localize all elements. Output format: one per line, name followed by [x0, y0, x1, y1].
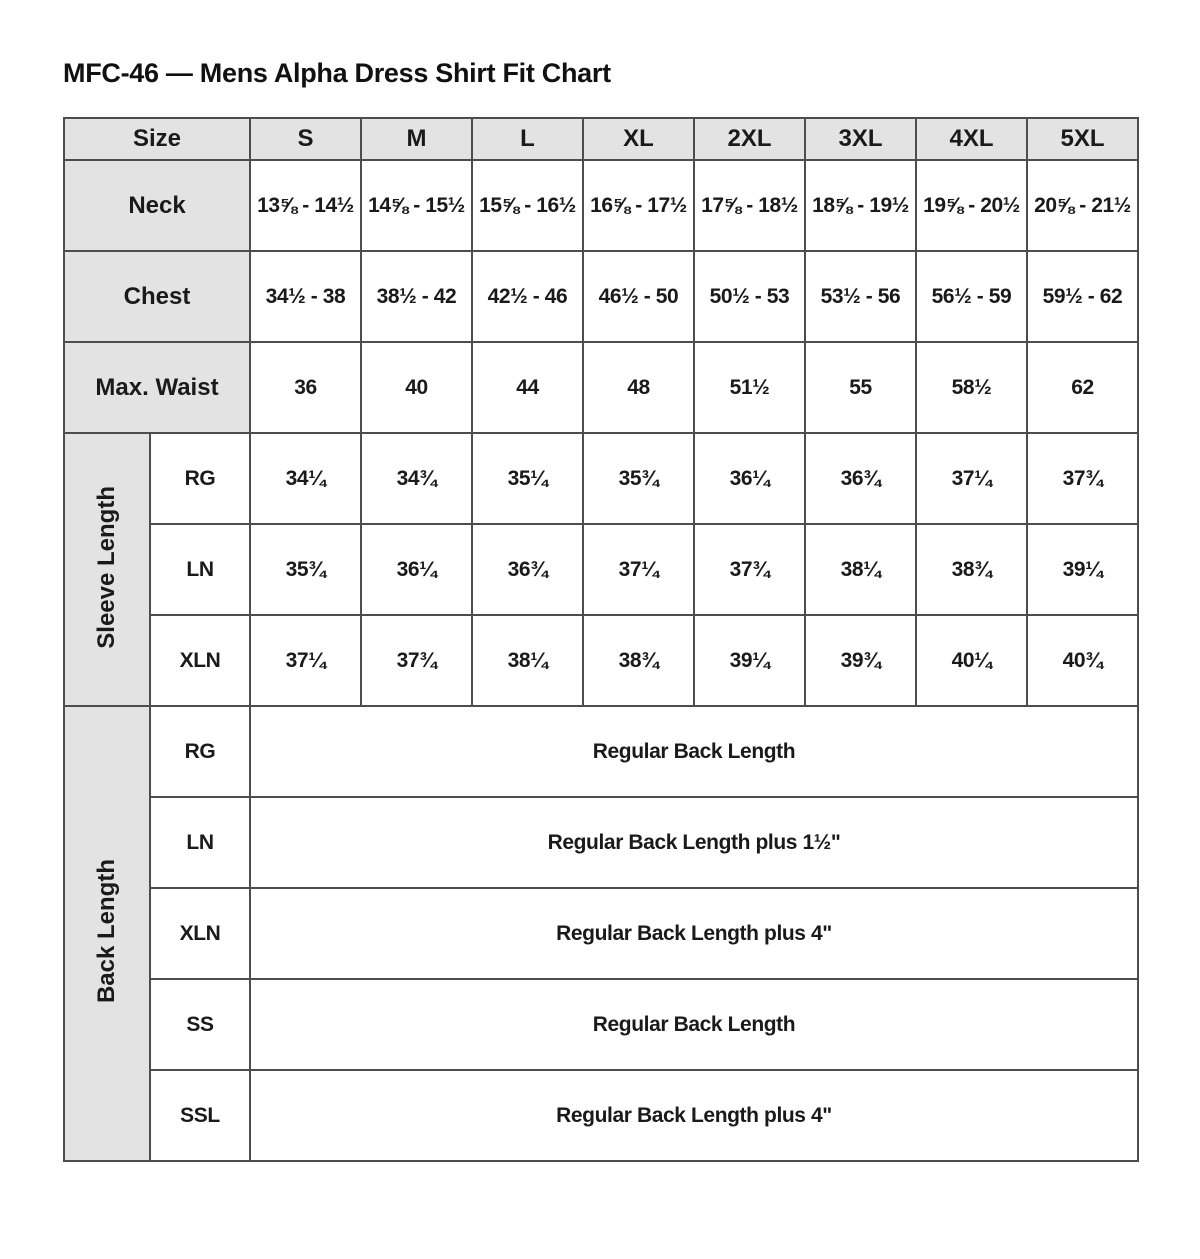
size-col-l: L [472, 118, 583, 160]
back-ln-label: LN [150, 797, 250, 888]
back-ss-row [64, 979, 1138, 1070]
sleeve-ln-value: 36¾ [472, 524, 583, 615]
sleeve-xln-value: 40¼ [916, 615, 1027, 706]
chest-row [64, 251, 1138, 342]
back-rg-label: RG [150, 706, 250, 797]
neck-value: 17⅝ - 18½ [694, 160, 805, 251]
sleeve-xln-value: 39¾ [805, 615, 916, 706]
sleeve-ln-value: 39¼ [1027, 524, 1138, 615]
back-xln-value: Regular Back Length plus 4" [250, 888, 1138, 979]
header-row [64, 118, 1138, 160]
sleeve-ln-label: LN [150, 524, 250, 615]
back-ln-value: Regular Back Length plus 1½" [250, 797, 1138, 888]
neck-row [64, 160, 1138, 251]
sleeve-ln-value: 38¼ [805, 524, 916, 615]
neck-value: 18⅝ - 19½ [805, 160, 916, 251]
sleeve-ln-value: 38¾ [916, 524, 1027, 615]
neck-value: 14⅝ - 15½ [361, 160, 472, 251]
back-ssl-value: Regular Back Length plus 4" [250, 1070, 1138, 1161]
sleeve-xln-value: 39¼ [694, 615, 805, 706]
max-waist-value: 48 [583, 342, 694, 433]
max-waist-row [64, 342, 1138, 433]
back-length-group-label: Back Length [93, 858, 120, 1004]
chest-value: 42½ - 46 [472, 251, 583, 342]
sleeve-rg-row [64, 433, 1138, 524]
neck-value: 16⅝ - 17½ [583, 160, 694, 251]
chest-value: 53½ - 56 [805, 251, 916, 342]
max-waist-value: 36 [250, 342, 361, 433]
sleeve-ln-row [64, 524, 1138, 615]
size-col-s: S [250, 118, 361, 160]
sleeve-rg-value: 35¼ [472, 433, 583, 524]
fit-chart-table [63, 117, 1139, 1162]
chest-value: 38½ - 42 [361, 251, 472, 342]
sleeve-xln-value: 38¾ [583, 615, 694, 706]
sleeve-xln-label: XLN [150, 615, 250, 706]
sleeve-xln-row [64, 615, 1138, 706]
max-waist-row-label: Max. Waist [64, 342, 250, 433]
max-waist-value: 62 [1027, 342, 1138, 433]
sleeve-length-group-label: Sleeve Length [93, 485, 120, 649]
back-ss-label: SS [150, 979, 250, 1070]
size-col-3xl: 3XL [805, 118, 916, 160]
back-ss-value: Regular Back Length [250, 979, 1138, 1070]
neck-value: 19⅝ - 20½ [916, 160, 1027, 251]
sleeve-xln-value: 40¾ [1027, 615, 1138, 706]
sleeve-rg-value: 36¾ [805, 433, 916, 524]
sleeve-xln-value: 37¼ [250, 615, 361, 706]
max-waist-value: 58½ [916, 342, 1027, 433]
chest-value: 56½ - 59 [916, 251, 1027, 342]
chest-row-label: Chest [64, 251, 250, 342]
sleeve-ln-value: 37¼ [583, 524, 694, 615]
size-col-5xl: 5XL [1027, 118, 1138, 160]
size-col-2xl: 2XL [694, 118, 805, 160]
sleeve-rg-value: 34¾ [361, 433, 472, 524]
back-xln-row [64, 888, 1138, 979]
sleeve-ln-value: 36¼ [361, 524, 472, 615]
back-ln-row [64, 797, 1138, 888]
back-xln-label: XLN [150, 888, 250, 979]
chest-value: 59½ - 62 [1027, 251, 1138, 342]
sleeve-rg-label: RG [150, 433, 250, 524]
chest-value: 46½ - 50 [583, 251, 694, 342]
max-waist-value: 44 [472, 342, 583, 433]
neck-value: 15⅝ - 16½ [472, 160, 583, 251]
size-col-xl: XL [583, 118, 694, 160]
sleeve-rg-value: 35¾ [583, 433, 694, 524]
sleeve-rg-value: 37¾ [1027, 433, 1138, 524]
sleeve-ln-value: 35¾ [250, 524, 361, 615]
sleeve-xln-value: 37¾ [361, 615, 472, 706]
back-ssl-label: SSL [150, 1070, 250, 1161]
max-waist-value: 55 [805, 342, 916, 433]
sleeve-rg-value: 34¼ [250, 433, 361, 524]
page-title: MFC-46 — Mens Alpha Dress Shirt Fit Chart [63, 58, 611, 88]
sleeve-length-group-label-cell [64, 433, 150, 706]
neck-value: 20⅝ - 21½ [1027, 160, 1138, 251]
neck-row-label: Neck [64, 160, 250, 251]
size-col-4xl: 4XL [916, 118, 1027, 160]
size-header-label: Size [64, 118, 250, 160]
max-waist-value: 51½ [694, 342, 805, 433]
back-rg-row [64, 706, 1138, 797]
size-col-m: M [361, 118, 472, 160]
back-ssl-row [64, 1070, 1138, 1161]
sleeve-rg-value: 36¼ [694, 433, 805, 524]
sleeve-xln-value: 38¼ [472, 615, 583, 706]
back-rg-value: Regular Back Length [250, 706, 1138, 797]
sleeve-rg-value: 37¼ [916, 433, 1027, 524]
back-length-group-label-cell [64, 706, 150, 1161]
max-waist-value: 40 [361, 342, 472, 433]
neck-value: 13⅝ - 14½ [250, 160, 361, 251]
chest-value: 34½ - 38 [250, 251, 361, 342]
sleeve-ln-value: 37¾ [694, 524, 805, 615]
chest-value: 50½ - 53 [694, 251, 805, 342]
